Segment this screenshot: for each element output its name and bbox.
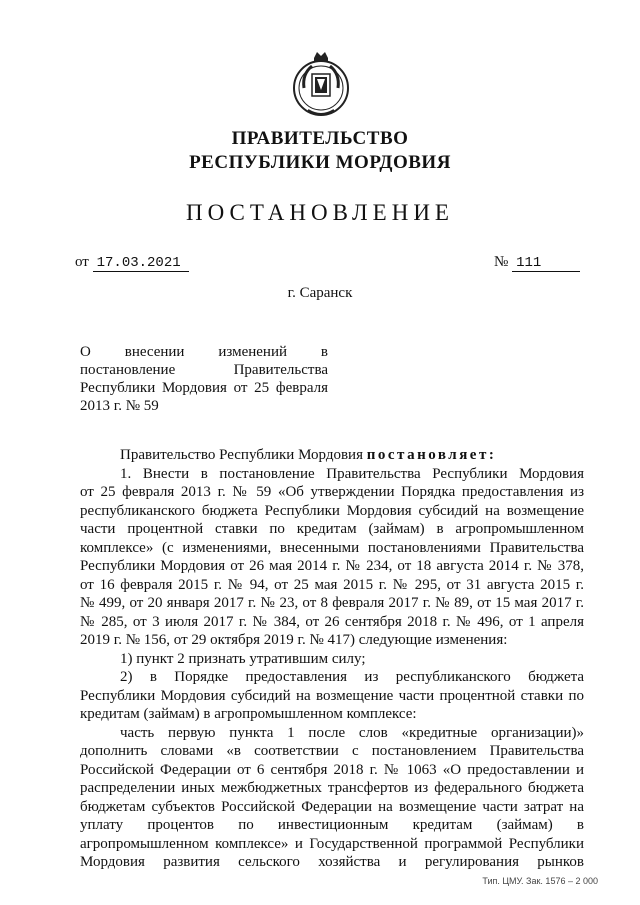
coat-of-arms-icon [290, 48, 352, 120]
intro-text: Правительство Республики Мордовия [120, 447, 367, 463]
body-line: Республики Мордовия субсидий на возмещение части процентной ставки по [80, 687, 584, 704]
government-title-line2: РЕСПУБЛИКИ МОРДОВИЯ [189, 152, 451, 173]
body-line: 2) в Порядке предоставления из республиканского бюджета [120, 669, 584, 685]
print-imprint: Тип. ЦМУ. Зак. 1576 – 2 000 [482, 876, 598, 886]
government-title-line1: ПРАВИТЕЛЬСТВО [231, 128, 409, 149]
body-line: бюджетам субъектов Российской Федерации на возмещение части затрат на [80, 798, 584, 815]
body-line: распределении иных межбюджетных трансфертов из федерального бюджета [80, 780, 584, 796]
body-line: часть первую пункта 1 после слов «кредитные организации)» [120, 724, 584, 741]
body-line: от 16 февраля 2015 г. № 94, от 25 мая 2015 г. № 295, от 31 августа 2015 г. [80, 576, 584, 593]
subject-line: О внесении изменений в [80, 344, 328, 360]
subject-line: Республики Мордовия от 25 февраля [80, 380, 328, 396]
body-line: № 499, от 20 января 2017 г. № 23, от 8 февраля 2017 г. № 89, от 15 мая 2017 г. [80, 595, 584, 611]
body-line: Республики Мордовия от 26 мая 2014 г. № 234, от 18 августа 2014 г. № 378, [80, 558, 584, 574]
document-subject [80, 343, 328, 415]
number-value: 111 [512, 255, 580, 272]
body-line: 1. Внести в постановление Правительства Республики Мордовия [120, 465, 584, 482]
body-line: части процентной ставки по кредитам (займам) в агропромышленном [80, 521, 584, 537]
date-value: 17.03.2021 [93, 255, 189, 272]
body-line: агропромышленном комплексе» и Государственной программой Республики [80, 835, 584, 852]
document-date [75, 254, 189, 272]
body-line: Российской Федерации от 6 сентября 2018 г. № 1063 «О предоставлении и [80, 761, 584, 778]
body-line: комплексе» (с изменениями, внесенными постановлениями Правительства [80, 539, 584, 556]
number-prefix: № [494, 254, 509, 270]
document-body [80, 446, 584, 872]
subject-line: постановление Правительства [80, 362, 328, 378]
body-line: кредитам (займам) в агропромышленном комплексе: [80, 706, 417, 722]
body-line: 1) пункт 2 признать утратившим силу; [120, 650, 366, 667]
date-prefix: от [75, 254, 89, 270]
subject-line: 2013 г. № 59 [80, 398, 159, 414]
document-type: ПОСТАНОВЛЕНИЕ [186, 200, 454, 225]
intro-line [80, 446, 584, 465]
body-line: № 285, от 3 июля 2017 г. № 384, от 26 сентября 2018 г. № 496, от 1 апреля [80, 613, 584, 630]
document-number [494, 254, 580, 272]
body-line: 2019 г. № 156, от 29 октября 2019 г. № 417) следующие изменения: [80, 632, 508, 648]
body-line: Мордовия развития сельского хозяйства и регулирования рынков [80, 854, 584, 870]
body-line: республиканского бюджета Республики Мордовия субсидий на возмещение [80, 502, 584, 519]
intro-keyword: постановляет: [366, 447, 497, 463]
body-line: уплату процентов по инвестиционным кредитам (займам) в [80, 817, 584, 833]
body-line: от 25 февраля 2013 г. № 59 «Об утверждении Порядка предоставления из [80, 484, 584, 500]
body-line: дополнить словами «в соответствии с постановлением Правительства [80, 743, 584, 759]
city: г. Саранск [287, 285, 353, 301]
